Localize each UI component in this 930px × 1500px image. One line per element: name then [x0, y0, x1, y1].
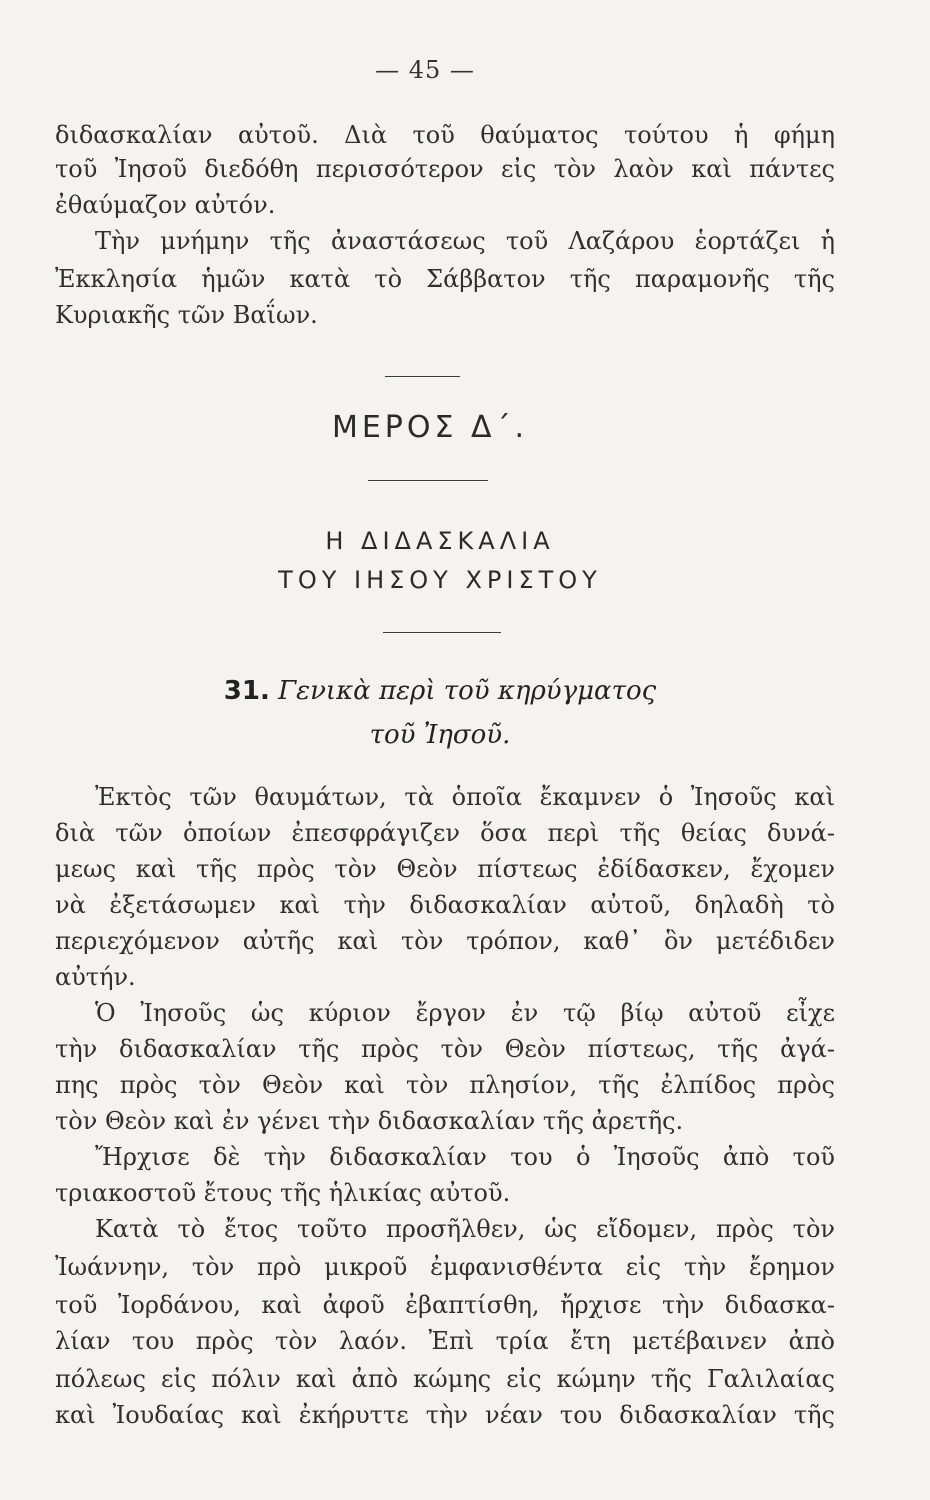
- text-line: νὰ ἐξετάσωμεν καὶ τὴν διδασκαλίαν αὐτοῦ, δηλαδὴ τὸ: [55, 891, 835, 919]
- text-line: διὰ τῶν ὁποίων ἐπεσφράγιζεν ὅσα περὶ τῆς θείας δυνά-: [55, 819, 835, 847]
- text-line: καὶ Ἰουδαίας καὶ ἐκήρυττε τὴν νέαν του διδασκαλίαν τῆς: [55, 1401, 835, 1429]
- text-line: διδασκαλίαν αὐτοῦ. Διὰ τοῦ θαύματος τούτου ἡ φήμη: [55, 121, 835, 149]
- text-line: ἐθαύμαζον αὐτόν.: [55, 191, 276, 219]
- section-title-text: Γενικὰ περὶ τοῦ κηρύγματος: [278, 676, 657, 706]
- text-line: τοῦ Ἰησοῦ διεδόθη περισσότερον εἰς τὸν λαὸν καὶ πάντες: [55, 155, 835, 183]
- text-line: Ἐκκλησία ἡμῶν κατὰ τὸ Σάββατον τῆς παραμονῆς τῆς: [55, 265, 835, 293]
- text-line: περιεχόμενον αὐτῆς καὶ τὸν τρόπον, καθ᾽ ὃν μετέδιδεν: [55, 927, 835, 955]
- text-line: πόλεως εἰς πόλιν καὶ ἀπὸ κώμης εἰς κώμην τῆς Γαλιλαίας: [55, 1365, 835, 1393]
- text-line: Ἐκτὸς τῶν θαυμάτων, τὰ ὁποῖα ἔκαμνεν ὁ Ἰησοῦς καὶ: [95, 783, 835, 811]
- divider-rule: [385, 376, 460, 377]
- part-title: ΜΕΡΟΣ Δ΄.: [331, 410, 529, 445]
- page-number: — 45 —: [375, 56, 475, 84]
- part-heading-line-2: ΤΟΥ ΙΗΣΟΥ ΧΡΙΣΤΟΥ: [278, 566, 602, 594]
- text-line: τριακοστοῦ ἔτους τῆς ἡλικίας αὐτοῦ.: [55, 1179, 511, 1207]
- text-line: τοῦ Ἰορδάνου, καὶ ἀφοῦ ἐβαπτίσθη, ἤρχισε τὴν διδασκα-: [55, 1291, 835, 1319]
- text-line: Κυριακῆς τῶν Βαΐων.: [55, 301, 318, 329]
- part-heading-line-1: Η ΔΙΔΑΣΚΑΛΙΑ: [325, 527, 555, 555]
- text-line: Ἤρχισε δὲ τὴν διδασκαλίαν του ὁ Ἰησοῦς ἀπὸ τοῦ: [95, 1143, 835, 1171]
- section-title: [0, 676, 880, 706]
- text-line: πης πρὸς τὸν Θεὸν καὶ τὸν πλησίον, τῆς ἐλπίδος πρὸς: [55, 1071, 835, 1099]
- text-line: Ὁ Ἰησοῦς ὡς κύριον ἔργον ἐν τῷ βίῳ αὐτοῦ εἶχε: [95, 999, 835, 1027]
- text-line: τὴν διδασκαλίαν τῆς πρὸς τὸν Θεὸν πίστεως, τῆς ἀγά-: [55, 1035, 835, 1063]
- section-number: 31.: [223, 676, 270, 706]
- section-title-line-2: τοῦ Ἰησοῦ.: [369, 720, 511, 750]
- text-line: λίαν του πρὸς τὸν λαόν. Ἐπὶ τρία ἔτη μετέβαινεν ἀπὸ: [55, 1327, 835, 1355]
- text-line: αὐτήν.: [55, 963, 136, 991]
- text-line: Τὴν μνήμην τῆς ἀναστάσεως τοῦ Λαζάρου ἑορτάζει ἡ: [95, 227, 835, 255]
- divider-rule: [368, 480, 488, 481]
- text-line: Ἰωάννην, τὸν πρὸ μικροῦ ἐμφανισθέντα εἰς τὴν ἔρημον: [55, 1253, 835, 1281]
- text-line: μεως καὶ τῆς πρὸς τὸν Θεὸν πίστεως ἐδίδασκεν, ἔχομεν: [55, 855, 835, 883]
- text-line: τὸν Θεὸν καὶ ἐν γένει τὴν διδασκαλίαν τῆς ἀρετῆς.: [55, 1107, 684, 1135]
- text-line: Κατὰ τὸ ἔτος τοῦτο προσῆλθεν, ὡς εἴδομεν, πρὸς τὸν: [95, 1215, 835, 1243]
- divider-rule: [383, 632, 501, 633]
